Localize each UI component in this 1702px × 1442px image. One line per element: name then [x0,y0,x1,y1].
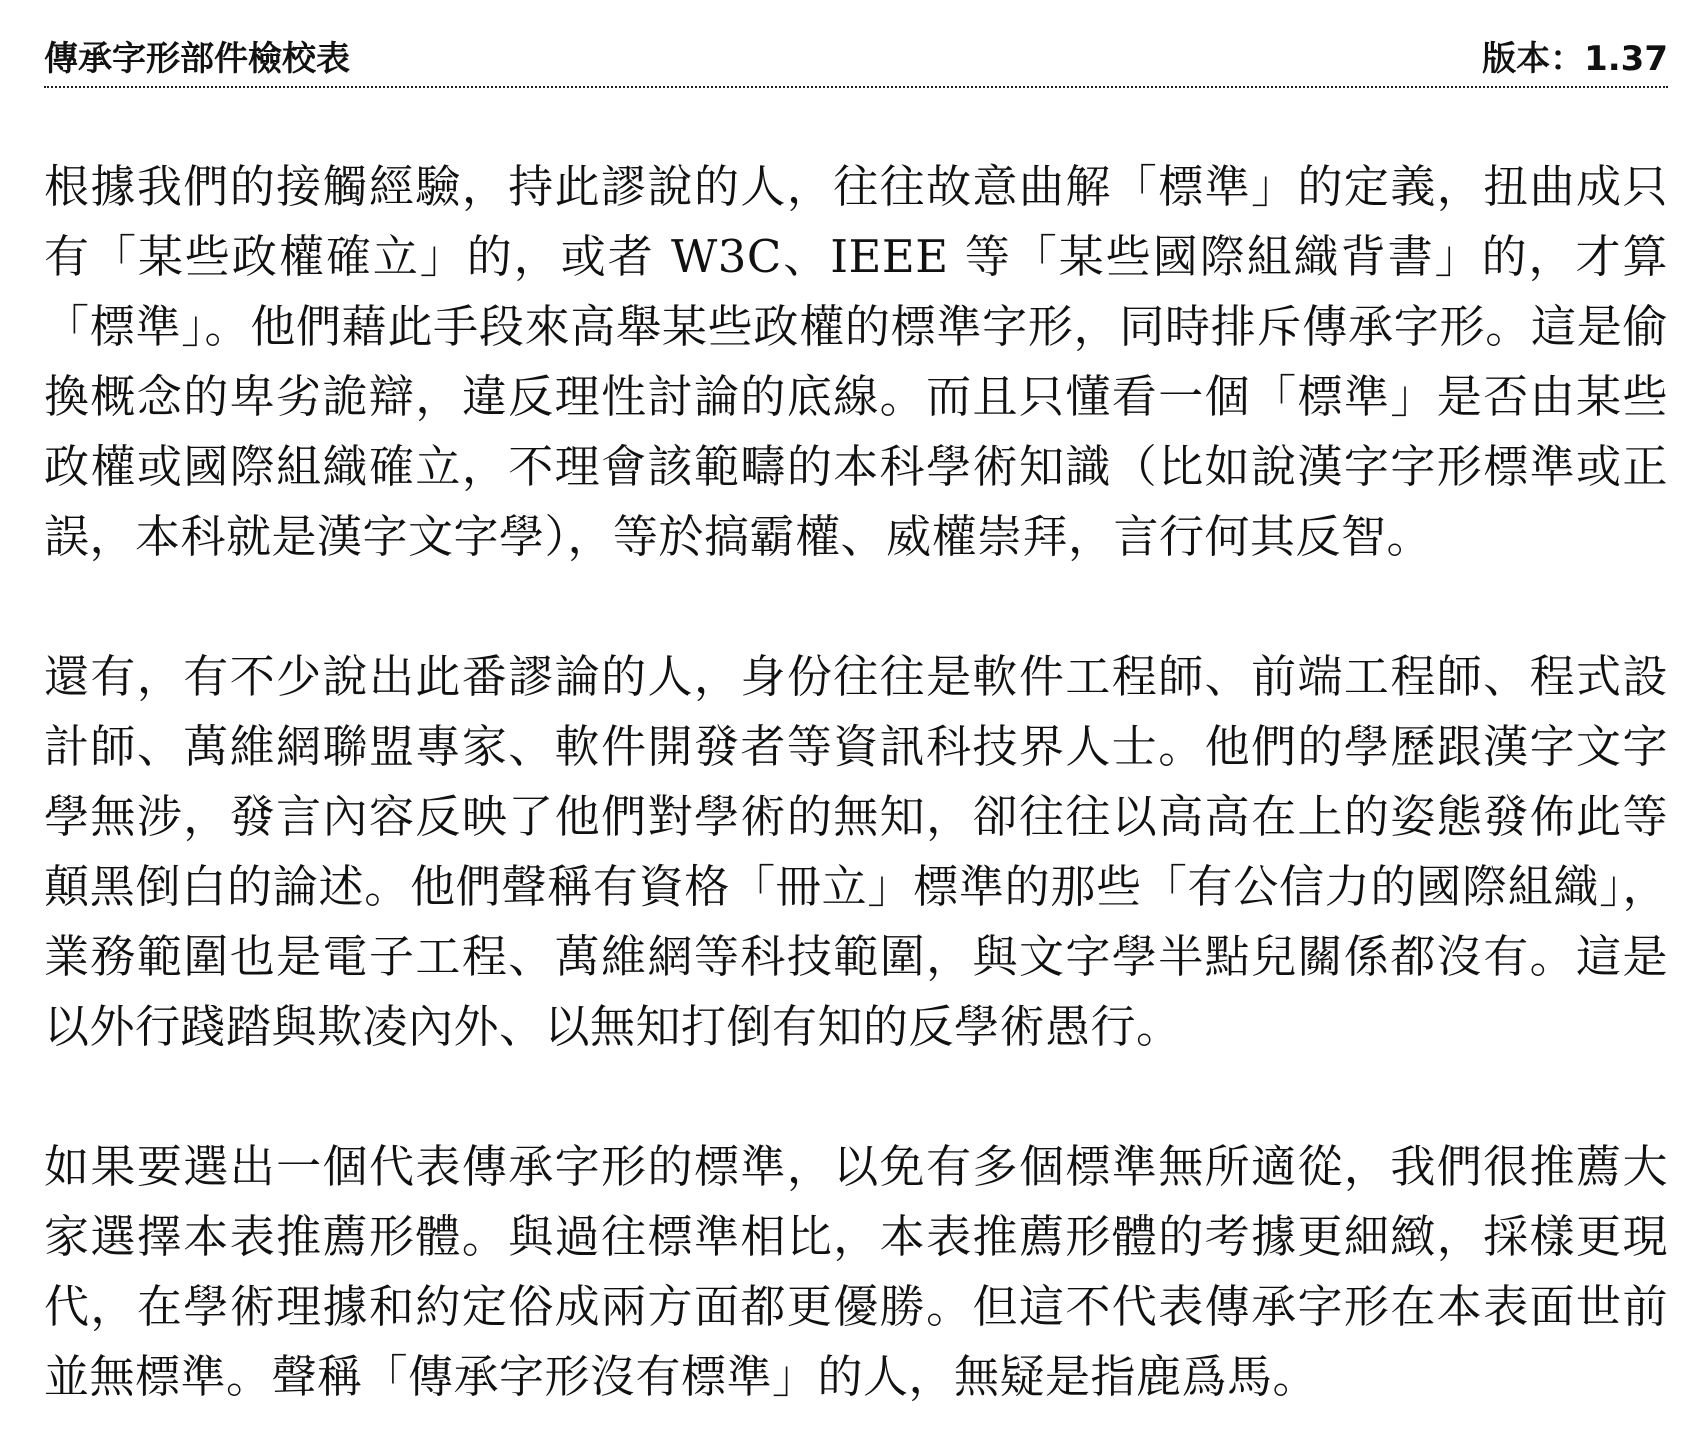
paragraph-3: 如果要選出一個代表傳承字形的標準，以免有多個標準無所適從，我們很推薦大家選擇本表推薦形體。與過往標準相比，本表推薦形體的考據更細緻，採樣更現代，在學術理據和約定俗成兩方面都更優勝。但這不代表傳承字形在本表面世前並無標準。聲稱「傳承字形沒有標準」的人，無疑是指鹿爲馬。 [44,1140,1668,1403]
version-label: 版本：1.37 [1482,39,1668,79]
paragraph-2: 還有，有不少說出此番謬論的人，身份往往是軟件工程師、前端工程師、程式設計師、萬維網聯盟專家、軟件開發者等資訊科技界人士。他們的學歷跟漢字文字學無涉，發言內容反映了他們對學術的無知，卻往往以高高在上的姿態發佈此等顛黑倒白的論述。他們聲稱有資格「冊立」標準的那些「有公信力的國際組織」，業務範圍也是電子工程、萬維網等科技範圍，與文字學半點兒關係都沒有。這是以外行踐踏與欺凌內外、以無知打倒有知的反學術愚行。 [44,650,1668,1053]
paragraph-1: 根據我們的接觸經驗，持此謬說的人，往往故意曲解「標準」的定義，扭曲成只有「某些政權確立」的，或者 W3C、IEEE 等「某些國際組織背書」的，才算「標準」。他們藉此手段來高舉某些政權的標準字形，同時排斥傳承字形。這是偷換概念的卑劣詭辯，違反理性討論的底線。而且只懂看一個「標準」是否由某些政權或國際組織確立，不理會該範疇的本科學術知識（比如說漢字字形標準或正誤，本科就是漢字文字學），等於搞霸權、威權崇拜，言行何其反智。 [44,160,1668,563]
document-title: 傳承字形部件檢校表 [44,39,350,79]
body-text [44,152,1668,1412]
page-header [44,34,1668,88]
